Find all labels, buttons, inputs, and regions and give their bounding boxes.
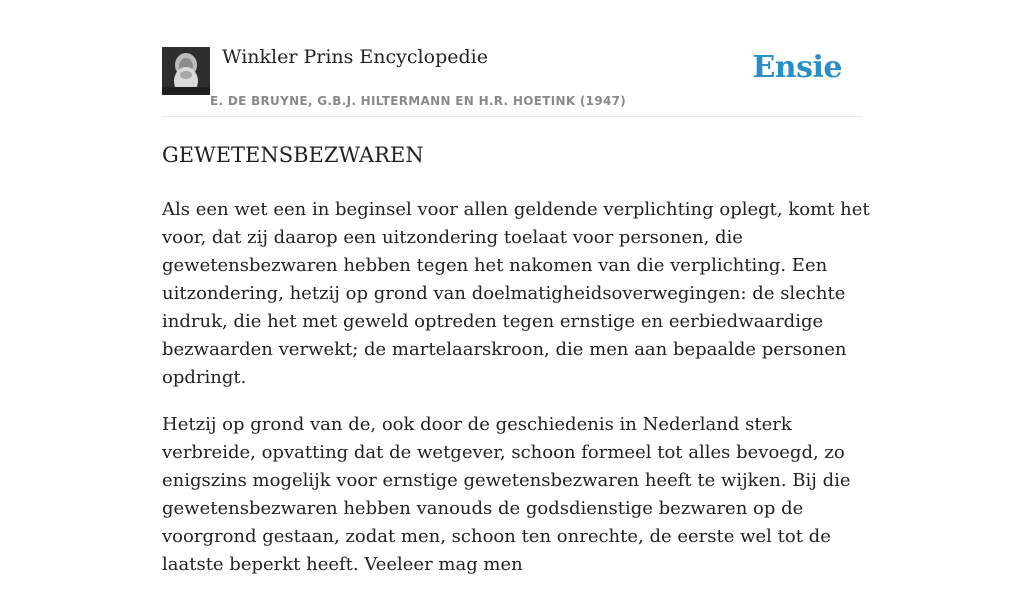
publication-title[interactable]: Winkler Prins Encyclopedie	[222, 46, 488, 68]
article-title: GEWETENSBEZWAREN	[162, 143, 424, 167]
author-avatar[interactable]	[162, 47, 210, 95]
article	[162, 136, 872, 598]
ensie-logo[interactable]: Ensie	[752, 50, 842, 85]
article-paragraph: Hetzij op grond van de, ook door de geschiedenis in Nederland sterk verbreide, opvatting dat de wetgever, schoon formeel tot alles bevoegd, zo enigszins mogelijk voor ernstige gewetensbezwaren heeft te wijken. Bij die gewetensbezwaren hebben vanouds de godsdienstige bezwaren op de voorgrond gestaan, zodat men, schoon ten onrechte, de eerste wel tot de laatste beperkt heeft. Veeleer mag men	[162, 414, 851, 575]
authors-line: E. DE BRUYNE, G.B.J. HILTERMANN EN H.R. HOETINK (1947)	[210, 94, 627, 108]
article-paragraph: Als een wet een in beginsel voor allen geldende verplichting oplegt, komt het voor, dat zij daarop een uitzondering toelaat voor personen, die gewetensbezwaren hebben tegen het nakomen van die verplichting. Een uitzondering, hetzij op grond van doelmatigheidsoverwegingen: de slechte indruk, die het met geweld optreden tegen ernstige en eerbiedwaardige bezwaarden verwekt; de martelaarskroon, die men aan bepaalde personen opdringt.	[162, 199, 870, 388]
header	[162, 38, 862, 117]
portrait-icon	[162, 47, 210, 95]
